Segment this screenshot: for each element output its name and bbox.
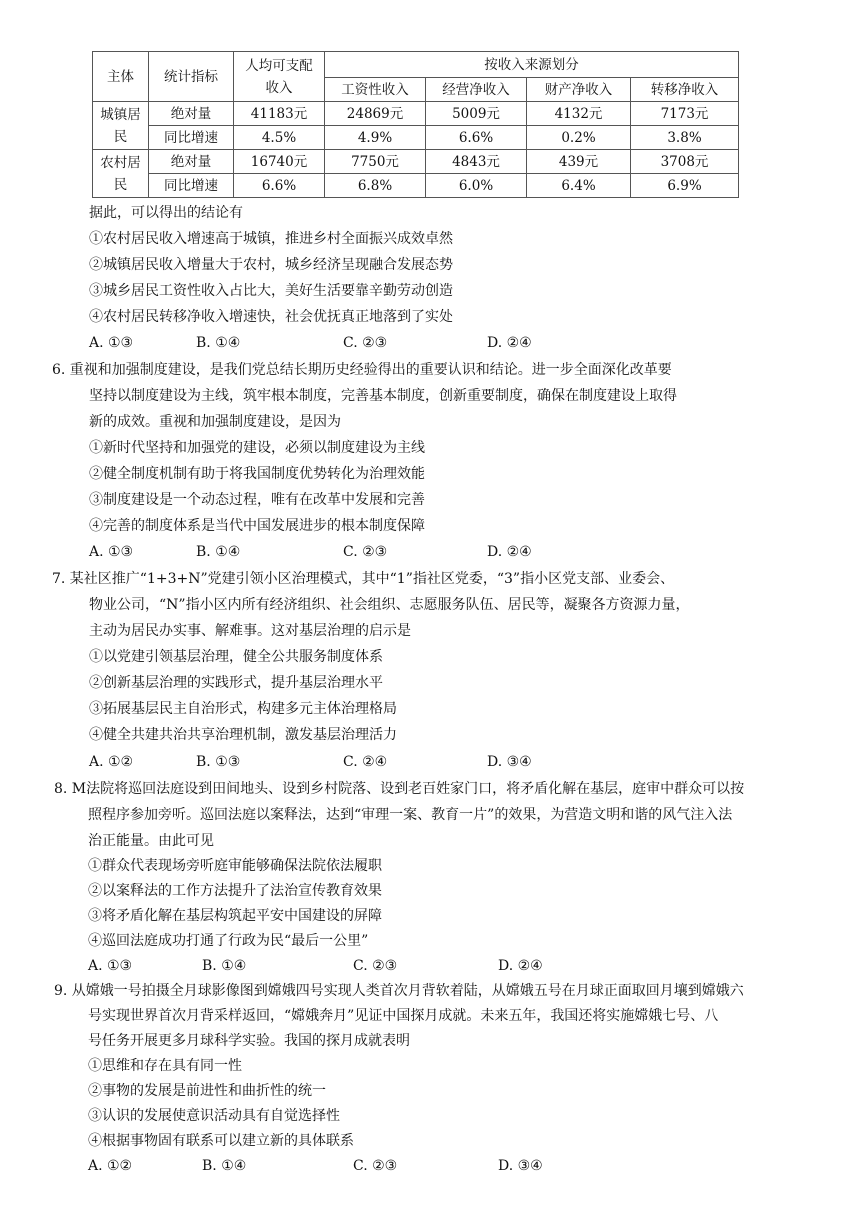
table-cell: 3708元 bbox=[631, 150, 739, 174]
q5-option-b: B. ①④ bbox=[196, 335, 241, 351]
table-cell: 4.5% bbox=[234, 126, 325, 150]
q6-option-c: C. ②③ bbox=[343, 544, 388, 560]
table-cell: 7750元 bbox=[325, 150, 426, 174]
q6-option-b: B. ①④ bbox=[196, 544, 241, 560]
urban-label-line2: 民 bbox=[113, 128, 128, 145]
header-source: 工资性收入 bbox=[325, 78, 426, 102]
q9-item-1: ①思维和存在具有同一性 bbox=[88, 1058, 242, 1074]
table-cell: 3.8% bbox=[631, 126, 739, 150]
q8-stem-line-1: 8. M法院将巡回法庭设到田间地头、设到乡村院落、设到老百姓家门口，将矛盾化解在基层，庭审中群众可以按 bbox=[54, 781, 745, 797]
q9-stem-line-3: 号任务开展更多月球科学实验。我国的探月成就表明 bbox=[88, 1033, 410, 1049]
q7-stem-line-2: 物业公司，“N”指小区内所有经济组织、社会组织、志愿服务队伍、居民等，凝聚各方资源力量， bbox=[89, 597, 690, 613]
q5-item-4: ④农村居民转移净收入增速快，社会优抚真正地落到了实处 bbox=[89, 309, 453, 325]
header-source: 财产净收入 bbox=[527, 78, 631, 102]
header-disposable-income-line2: 收入 bbox=[265, 79, 293, 96]
q8-option-c: C. ②③ bbox=[353, 958, 398, 974]
table-header-row bbox=[93, 52, 739, 78]
q9-option-d: D. ③④ bbox=[498, 1158, 543, 1174]
q6-item-1: ①新时代坚持和加强党的建设，必须以制度建设为主线 bbox=[89, 440, 425, 456]
table-cell: 16740元 bbox=[234, 150, 325, 174]
table-cell: 24869元 bbox=[325, 102, 426, 126]
q9-option-a: A. ①② bbox=[88, 1158, 133, 1174]
table-row bbox=[93, 174, 739, 198]
q7-stem-line-3: 主动为居民办实事、解难事。这对基层治理的启示是 bbox=[89, 623, 411, 639]
q5-option-a: A. ①③ bbox=[89, 335, 134, 351]
q9-option-c: C. ②③ bbox=[353, 1158, 398, 1174]
row-group-urban bbox=[93, 102, 149, 150]
q9-item-4: ④根据事物固有联系可以建立新的具体联系 bbox=[88, 1133, 354, 1149]
q8-item-2: ②以案释法的工作方法提升了法治宣传教育效果 bbox=[88, 883, 382, 899]
q5-option-c: C. ②③ bbox=[343, 335, 388, 351]
q5-item-2: ②城镇居民收入增量大于农村，城乡经济呈现融合发展态势 bbox=[89, 257, 453, 273]
q8-option-a: A. ①③ bbox=[88, 958, 133, 974]
indicator-growth: 同比增速 bbox=[149, 126, 234, 150]
table-cell: 6.9% bbox=[631, 174, 739, 198]
urban-label-line1: 城镇居 bbox=[100, 106, 141, 123]
table-cell: 5009元 bbox=[426, 102, 527, 126]
q6-item-4: ④完善的制度体系是当代中国发展进步的根本制度保障 bbox=[89, 518, 425, 534]
header-disposable-income-line1: 人均可支配 bbox=[245, 57, 313, 74]
table-cell: 439元 bbox=[527, 150, 631, 174]
q7-item-3: ③拓展基层民主自治形式，构建多元主体治理格局 bbox=[89, 701, 397, 717]
q7-stem-line-1: 7. 某社区推广“1+3+N”党建引领小区治理模式，其中“1”指社区党委，“3”指小区党支部、业委会、 bbox=[52, 571, 675, 587]
q7-item-1: ①以党建引领基层治理，健全公共服务制度体系 bbox=[89, 649, 383, 665]
q5-item-3: ③城乡居民工资性收入占比大，美好生活要靠辛勤劳动创造 bbox=[89, 283, 453, 299]
q9-item-3: ③认识的发展使意识活动具有自觉选择性 bbox=[88, 1108, 340, 1124]
q7-option-d: D. ③④ bbox=[487, 754, 532, 770]
table-cell: 6.8% bbox=[325, 174, 426, 198]
q7-item-4: ④健全共建共治共享治理机制，激发基层治理活力 bbox=[89, 727, 397, 743]
table-cell: 4.9% bbox=[325, 126, 426, 150]
q6-item-3: ③制度建设是一个动态过程，唯有在改革中发展和完善 bbox=[89, 492, 425, 508]
q8-stem-line-3: 治正能量。由此可见 bbox=[88, 833, 214, 849]
table-row bbox=[93, 126, 739, 150]
q8-item-1: ①群众代表现场旁听庭审能够确保法院依法履职 bbox=[88, 858, 382, 874]
q6-option-d: D. ②④ bbox=[487, 544, 532, 560]
table-cell: 6.0% bbox=[426, 174, 527, 198]
q7-item-2: ②创新基层治理的实践形式，提升基层治理水平 bbox=[89, 675, 383, 691]
q5-stem: 据此，可以得出的结论有 bbox=[89, 205, 243, 221]
q6-item-2: ②健全制度机制有助于将我国制度优势转化为治理效能 bbox=[89, 466, 425, 482]
table-row bbox=[93, 150, 739, 174]
table-cell: 4132元 bbox=[527, 102, 631, 126]
q7-option-c: C. ②④ bbox=[343, 754, 388, 770]
rural-label-line2: 民 bbox=[113, 176, 128, 193]
header-source: 转移净收入 bbox=[631, 78, 739, 102]
table-cell: 6.4% bbox=[527, 174, 631, 198]
table-row bbox=[93, 102, 739, 126]
q8-option-b: B. ①④ bbox=[202, 958, 247, 974]
table-cell: 4843元 bbox=[426, 150, 527, 174]
indicator-growth: 同比增速 bbox=[149, 174, 234, 198]
table-cell: 7173元 bbox=[631, 102, 739, 126]
q9-item-2: ②事物的发展是前进性和曲折性的统一 bbox=[88, 1083, 326, 1099]
q7-option-b: B. ①③ bbox=[196, 754, 241, 770]
q8-item-3: ③将矛盾化解在基层构筑起平安中国建设的屏障 bbox=[88, 908, 382, 924]
indicator-absolute: 绝对量 bbox=[149, 150, 234, 174]
q9-stem-line-1: 9. 从嫦娥一号拍摄全月球影像图到嫦娥四号实现人类首次月背软着陆，从嫦娥五号在月球正面取回月壤到嫦娥六 bbox=[54, 983, 744, 999]
header-indicator: 统计指标 bbox=[149, 52, 234, 102]
q8-stem-line-2: 照程序参加旁听。巡回法庭以案释法，达到“审理一案、教育一片”的效果，为营造文明和谐的风气注入法 bbox=[88, 807, 733, 823]
table-cell: 41183元 bbox=[234, 102, 325, 126]
q8-option-d: D. ②④ bbox=[498, 958, 543, 974]
q6-stem-line-1: 6. 重视和加强制度建设，是我们党总结长期历史经验得出的重要认识和结论。进一步全面深化改革要 bbox=[52, 362, 672, 378]
row-group-rural bbox=[93, 150, 149, 198]
table-cell: 6.6% bbox=[234, 174, 325, 198]
q9-stem-line-2: 号实现世界首次月背采样返回，“嫦娥奔月”见证中国探月成就。未来五年，我国还将实施嫦娥七号、八 bbox=[88, 1008, 719, 1024]
header-subject: 主体 bbox=[93, 52, 149, 102]
table-cell: 0.2% bbox=[527, 126, 631, 150]
q6-option-a: A. ①③ bbox=[89, 544, 134, 560]
q5-item-1: ①农村居民收入增速高于城镇，推进乡村全面振兴成效卓然 bbox=[89, 231, 453, 247]
header-source: 经营净收入 bbox=[426, 78, 527, 102]
q7-option-a: A. ①② bbox=[89, 754, 134, 770]
income-statistics-table bbox=[92, 51, 739, 198]
indicator-absolute: 绝对量 bbox=[149, 102, 234, 126]
rural-label-line1: 农村居 bbox=[100, 154, 141, 171]
header-by-source: 按收入来源划分 bbox=[325, 52, 739, 78]
q5-option-d: D. ②④ bbox=[487, 335, 532, 351]
q8-item-4: ④巡回法庭成功打通了行政为民“最后一公里” bbox=[88, 933, 369, 949]
q9-option-b: B. ①④ bbox=[202, 1158, 247, 1174]
q6-stem-line-2: 坚持以制度建设为主线，筑牢根本制度，完善基本制度，创新重要制度，确保在制度建设上取得 bbox=[89, 388, 677, 404]
header-disposable-income bbox=[234, 52, 325, 102]
table-cell: 6.6% bbox=[426, 126, 527, 150]
q6-stem-line-3: 新的成效。重视和加强制度建设，是因为 bbox=[89, 414, 341, 430]
